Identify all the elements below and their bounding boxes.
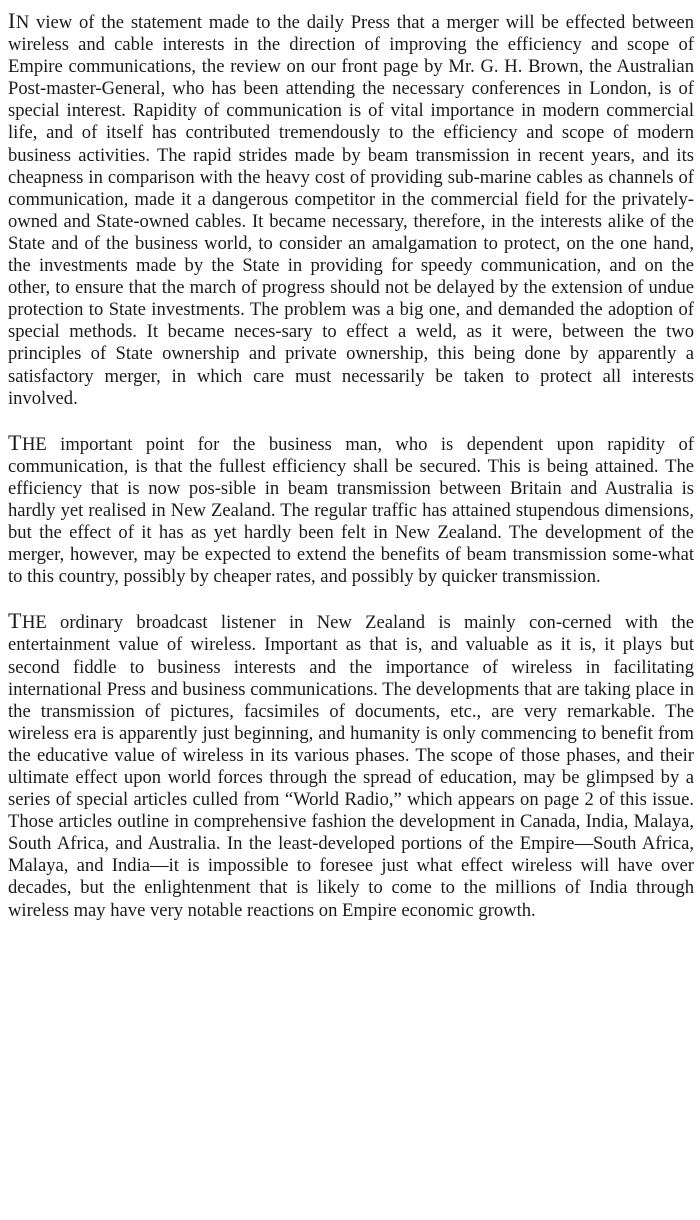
paragraph-broadcast-listener	[8, 610, 694, 921]
paragraph-text: HE important point for the business man, who is dependent upon rapidity of communication, is that the fullest efficiency shall be secured. This is being attained. The efficiency that is now pos-sible in beam transmission between Britain and Australia is hardly yet realised in New Zealand. The regular traffic has attained stupendous dimensions, but the effect of it has as yet hardly been felt in New Zealand. The development of the merger, however, may be expected to extend the benefits of beam transmission some-what to this country, possibly by cheaper rates, and possibly by quicker transmission.	[8, 433, 694, 588]
article-page	[8, 10, 694, 922]
initial-letter: T	[8, 429, 22, 455]
initial-letter: T	[8, 608, 22, 634]
paragraph-text: N view of the statement made to the daily Press that a merger will be effected between wireless and cable interests in the direction of improving the efficiency and scope of Empire communications, the review on our front page by Mr. G. H. Brown, the Australian Post-master-General, who has been attending the necessary conferences in London, is of special interest. Rapidity of communication is of vital importance in modern commercial life, and of itself has contributed tremendously to the efficiency and scope of modern business activities. The rapid strides made by beam transmission in recent years, and its cheapness in comparison with the heavy cost of providing sub-marine cables as channels of communication, made it a dangerous competitor in the commercial field for the privately-owned and State-owned cables. It became necessary, therefore, in the interests alike of the State and of the business world, to consider an amalgamation to protect, on the one hand, the investments made by the State in providing for speedy communication, and on the other, to ensure that the march of progress should not be delayed by the extension of undue protection to State investments. The problem was a big one, and demanded the adoption of special methods. It became neces-sary to effect a weld, as it were, between the two principles of State ownership and private ownership, this being done by apparently a satisfactory merger, in which care must necessarily be taken to protect all interests involved.	[8, 12, 694, 409]
initial-letter: I	[8, 8, 16, 33]
paragraph-merger-review	[8, 10, 694, 410]
paragraph-business-efficiency	[8, 429, 694, 589]
paragraph-text: HE ordinary broadcast listener in New Zealand is mainly con-cerned with the entertainment value of wireless. Important as that is, and valuable as it is, it plays but second fiddle to business interests and the importance of wireless in facilitating international Press and business communications. The developments that are taking place in the transmission of pictures, facsimiles of documents, etc., are very remarkable. The wireless era is apparently just beginning, and humanity is only commencing to benefit from the educative value of wireless in its various phases. The scope of those phases, and their ultimate effect upon world forces through the spread of education, may be glimpsed by a series of special articles culled from “World Radio,” which appears on page 2 of this issue. Those articles outline in comprehensive fashion the development in Canada, India, Malaya, South Africa, and Australia. In the least-developed portions of the Empire—South Africa, Malaya, and India—it is impossible to foresee just what effect wireless will have over decades, but the enlightenment that is likely to come to the millions of India through wireless may have very notable reactions on Empire economic growth.	[8, 612, 694, 921]
